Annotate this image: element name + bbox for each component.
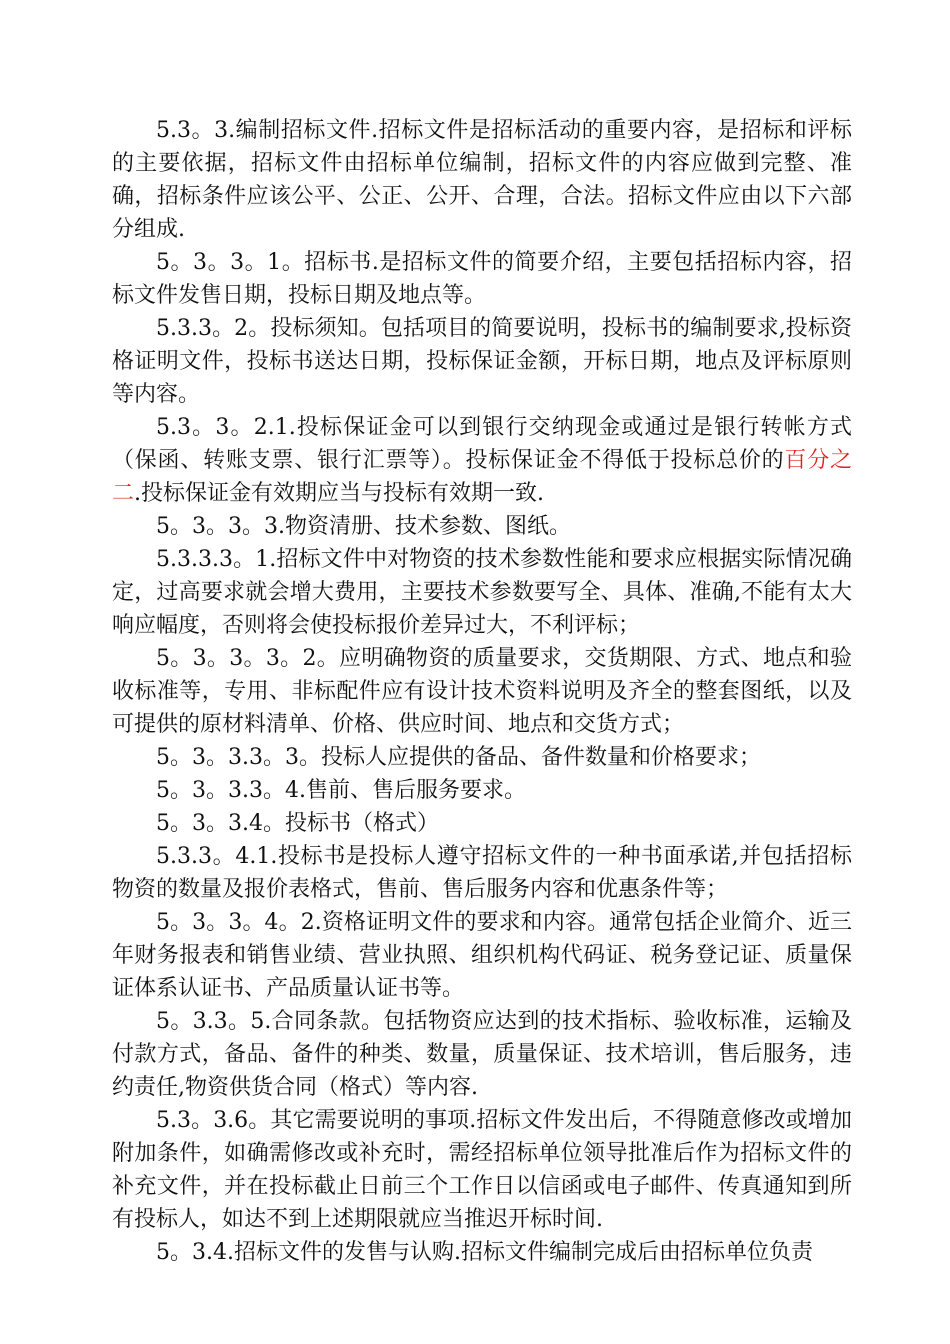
paragraph-5-3-3-1: 5。3。3。1。招标书.是招标文件的简要介绍，主要包括招标内容，招标文件发售日期，投标日期及地点等。 <box>112 250 852 308</box>
paragraph-5-3-3-4: 5。3。3.4。投标书（格式） <box>156 811 439 836</box>
paragraph-text-before: 5.3。3。2.1.投标保证金可以到银行交纳现金或通过是银行转帐方式（保函、转账支票、银行汇票等）。投标保证金不得低于投标总价的 <box>112 415 852 473</box>
paragraph-5-3-3-2: 5.3.3。2。投标须知。包括项目的简要说明，投标书的编制要求,投标资格证明文件，投标书送达日期，投标保证金额，开标日期，地点及评标原则等内容。 <box>112 316 852 407</box>
paragraph-5-3-3: 5.3。3.编制招标文件.招标文件是招标活动的重要内容，是招标和评标的主要依据，招标文件由招标单位编制，招标文件的内容应做到完整、准确，招标条件应该公平、公正、公开、合理，合法。招标文件应由以下六部分组成. <box>112 118 852 242</box>
paragraph-5-3-3-3-1: 5.3.3.3。1.招标文件中对物资的技术参数性能和要求应根据实际情况确定，过高要求就会增大费用，主要技术参数要写全、具体、准确,不能有太大响应幅度，否则将会使投标报价差异过大，不利评标； <box>112 547 852 638</box>
paragraph-5-3-4: 5。3.4.招标文件的发售与认购.招标文件编制完成后由招标单位负责 <box>156 1240 813 1265</box>
paragraph-text-after: .投标保证金有效期应当与投标有效期一致. <box>134 481 545 506</box>
paragraph-5-3-3-2-1 <box>112 411 852 510</box>
paragraph-5-3-3-6: 5.3。3.6。其它需要说明的事项.招标文件发出后，不得随意修改或增加附加条件，如确需修改或补充时，需经招标单位领导批准后作为招标文件的补充文件，并在投标截止日前三个工作日以信函或电子邮件、传真通知到所有投标人，如达不到上述期限就应当推迟开标时间. <box>112 1108 852 1232</box>
paragraph-5-3-3-4-1: 5.3.3。4.1.投标书是投标人遵守招标文件的一种书面承诺,并包括招标物资的数量及报价表格式，售前、售后服务内容和优惠条件等； <box>112 844 852 902</box>
document-body <box>112 114 852 1269</box>
paragraph-5-3-3-3-4: 5。3。3.3。4.售前、售后服务要求。 <box>156 778 526 803</box>
highlighted-text: 百分之二 <box>112 448 852 506</box>
paragraph-5-3-3-3-3: 5。3。3.3。3。投标人应提供的备品、备件数量和价格要求； <box>156 745 761 770</box>
paragraph-5-3-3-5: 5。3.3。5.合同条款。包括物资应达到的技术指标、验收标准，运输及付款方式，备品、备件的种类、数量，质量保证、技术培训，售后服务，违约责任,物资供货合同（格式）等内容. <box>112 1009 852 1100</box>
paragraph-5-3-3-4-2: 5。3。3。4。2.资格证明文件的要求和内容。通常包括企业简介、近三年财务报表和销售业绩、营业执照、组织机构代码证、税务登记证、质量保证体系认证书、产品质量认证书等。 <box>112 910 852 1001</box>
paragraph-5-3-3-3-2: 5。3。3。3。2。应明确物资的质量要求，交货期限、方式、地点和验收标准等，专用、非标配件应有设计技术资料说明及齐全的整套图纸，以及可提供的原材料清单、价格、供应时间、地点和交货方式； <box>112 646 852 737</box>
paragraph-5-3-3-3: 5。3。3。3.物资清册、技术参数、图纸。 <box>156 514 571 539</box>
